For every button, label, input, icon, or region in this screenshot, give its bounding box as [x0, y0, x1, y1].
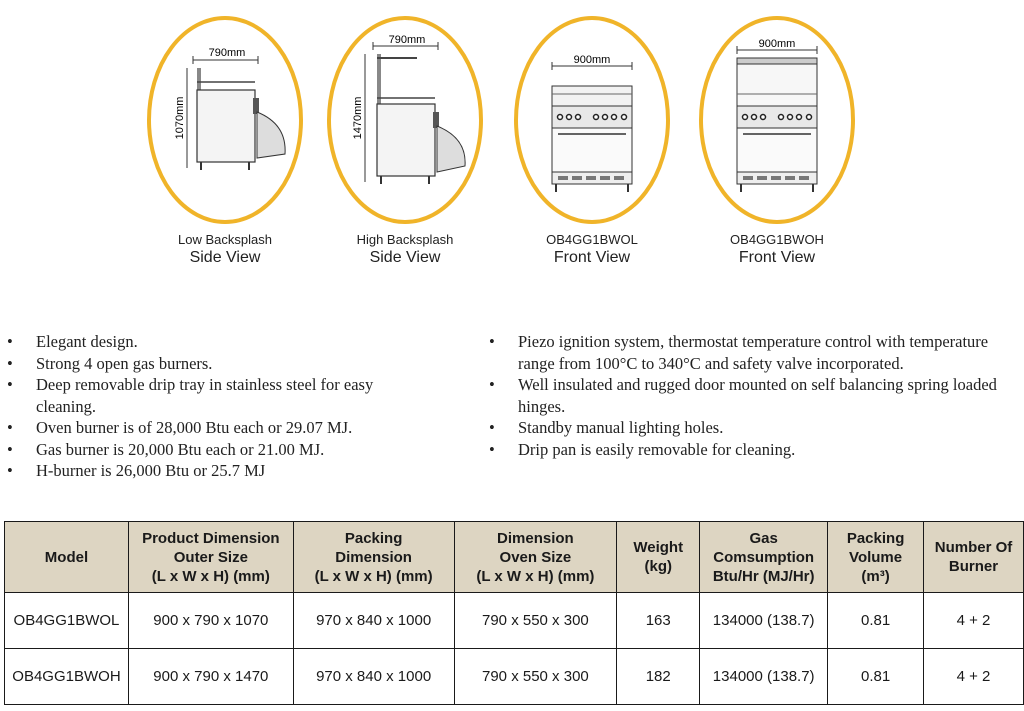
cell-packing-volume: 0.81	[828, 649, 924, 705]
cell-oven-size: 790 x 550 x 300	[454, 593, 617, 649]
view-caption-bottom: Side View	[369, 249, 441, 266]
cell-model: OB4GG1BWOH	[5, 649, 129, 705]
cell-packing-dimension: 970 x 840 x 1000	[293, 649, 454, 705]
cell-gas-consumption: 134000 (138.7)	[700, 593, 828, 649]
cell-gas-consumption: 134000 (138.7)	[700, 649, 828, 705]
height-dimension-label: 1070mm	[174, 96, 186, 140]
cell-packing-dimension: 970 x 840 x 1000	[293, 593, 454, 649]
header-product-dimension: Product Dimension Outer Size (L x W x H) (mm)	[128, 522, 293, 593]
cell-number-of-burner: 4 + 2	[924, 649, 1024, 705]
table-row	[5, 593, 1024, 649]
cell-weight: 163	[617, 593, 700, 649]
cell-model: OB4GG1BWOL	[5, 593, 129, 649]
specification-table	[4, 521, 1024, 705]
feature-item: • Well insulated and rugged door mounted on self balancing spring loaded hinges.	[486, 374, 1006, 417]
cell-product-dimension: 900 x 790 x 1470	[128, 649, 293, 705]
header-packing-volume: Packing Volume (m³)	[828, 522, 924, 593]
header-packing-dimension: Packing Dimension (L x W x H) (mm)	[293, 522, 454, 593]
cell-product-dimension: 900 x 790 x 1070	[128, 593, 293, 649]
view-caption-top: High Backsplash	[356, 232, 454, 247]
feature-item: • Standby manual lighting holes.	[486, 417, 1006, 439]
header-oven-size: Dimension Oven Size (L x W x H) (mm)	[454, 522, 617, 593]
front-view-high	[697, 16, 857, 268]
view-caption-top: Low Backsplash	[178, 232, 272, 247]
cell-weight: 182	[617, 649, 700, 705]
front-view-diagram	[697, 16, 857, 224]
features-list-right	[486, 331, 1006, 460]
cell-number-of-burner: 4 + 2	[924, 593, 1024, 649]
view-caption-bottom: Front View	[553, 249, 631, 266]
feature-item: • Gas burner is 20,000 Btu each or 21.00 MJ.	[4, 439, 424, 461]
feature-item: • Elegant design.	[4, 331, 424, 353]
height-dimension-label: 1470mm	[352, 96, 364, 140]
feature-item: • Piezo ignition system, thermostat temperature control with temperature range from 100°C to 340°C and safety valve incorporated.	[486, 331, 1006, 374]
high-backsplash-side-view	[325, 16, 485, 268]
cell-packing-volume: 0.81	[828, 593, 924, 649]
cell-oven-size: 790 x 550 x 300	[454, 649, 617, 705]
feature-item: • Deep removable drip tray in stainless steel for easy cleaning.	[4, 374, 424, 417]
front-view-low	[512, 16, 672, 268]
view-caption-bottom: Front View	[738, 249, 816, 266]
feature-item: • H-burner is 26,000 Btu or 25.7 MJ	[4, 460, 424, 482]
side-view-diagram	[325, 16, 485, 224]
table-row	[5, 649, 1024, 705]
side-view-diagram	[145, 16, 305, 224]
feature-item: • Strong 4 open gas burners.	[4, 353, 424, 375]
view-caption-top: OB4GG1BWOH	[730, 232, 824, 247]
header-number-of-burner: Number Of Burner	[924, 522, 1024, 593]
header-gas-consumption: Gas Comsumption Btu/Hr (MJ/Hr)	[700, 522, 828, 593]
view-caption-bottom: Side View	[189, 249, 261, 266]
low-backsplash-side-view	[145, 16, 305, 268]
header-weight: Weight (kg)	[617, 522, 700, 593]
view-caption-top: OB4GG1BWOL	[546, 232, 638, 247]
feature-item: • Oven burner is of 28,000 Btu each or 29.07 MJ.	[4, 417, 424, 439]
header-model: Model	[5, 522, 129, 593]
feature-item: • Drip pan is easily removable for cleaning.	[486, 439, 1006, 461]
table-header-row	[5, 522, 1024, 593]
front-view-diagram	[512, 16, 672, 224]
width-dimension-label: 900mm	[573, 54, 611, 66]
width-dimension-label: 790mm	[208, 47, 246, 59]
width-dimension-label: 900mm	[758, 38, 796, 50]
features-list-left	[4, 331, 424, 482]
width-dimension-label: 790mm	[388, 34, 426, 46]
